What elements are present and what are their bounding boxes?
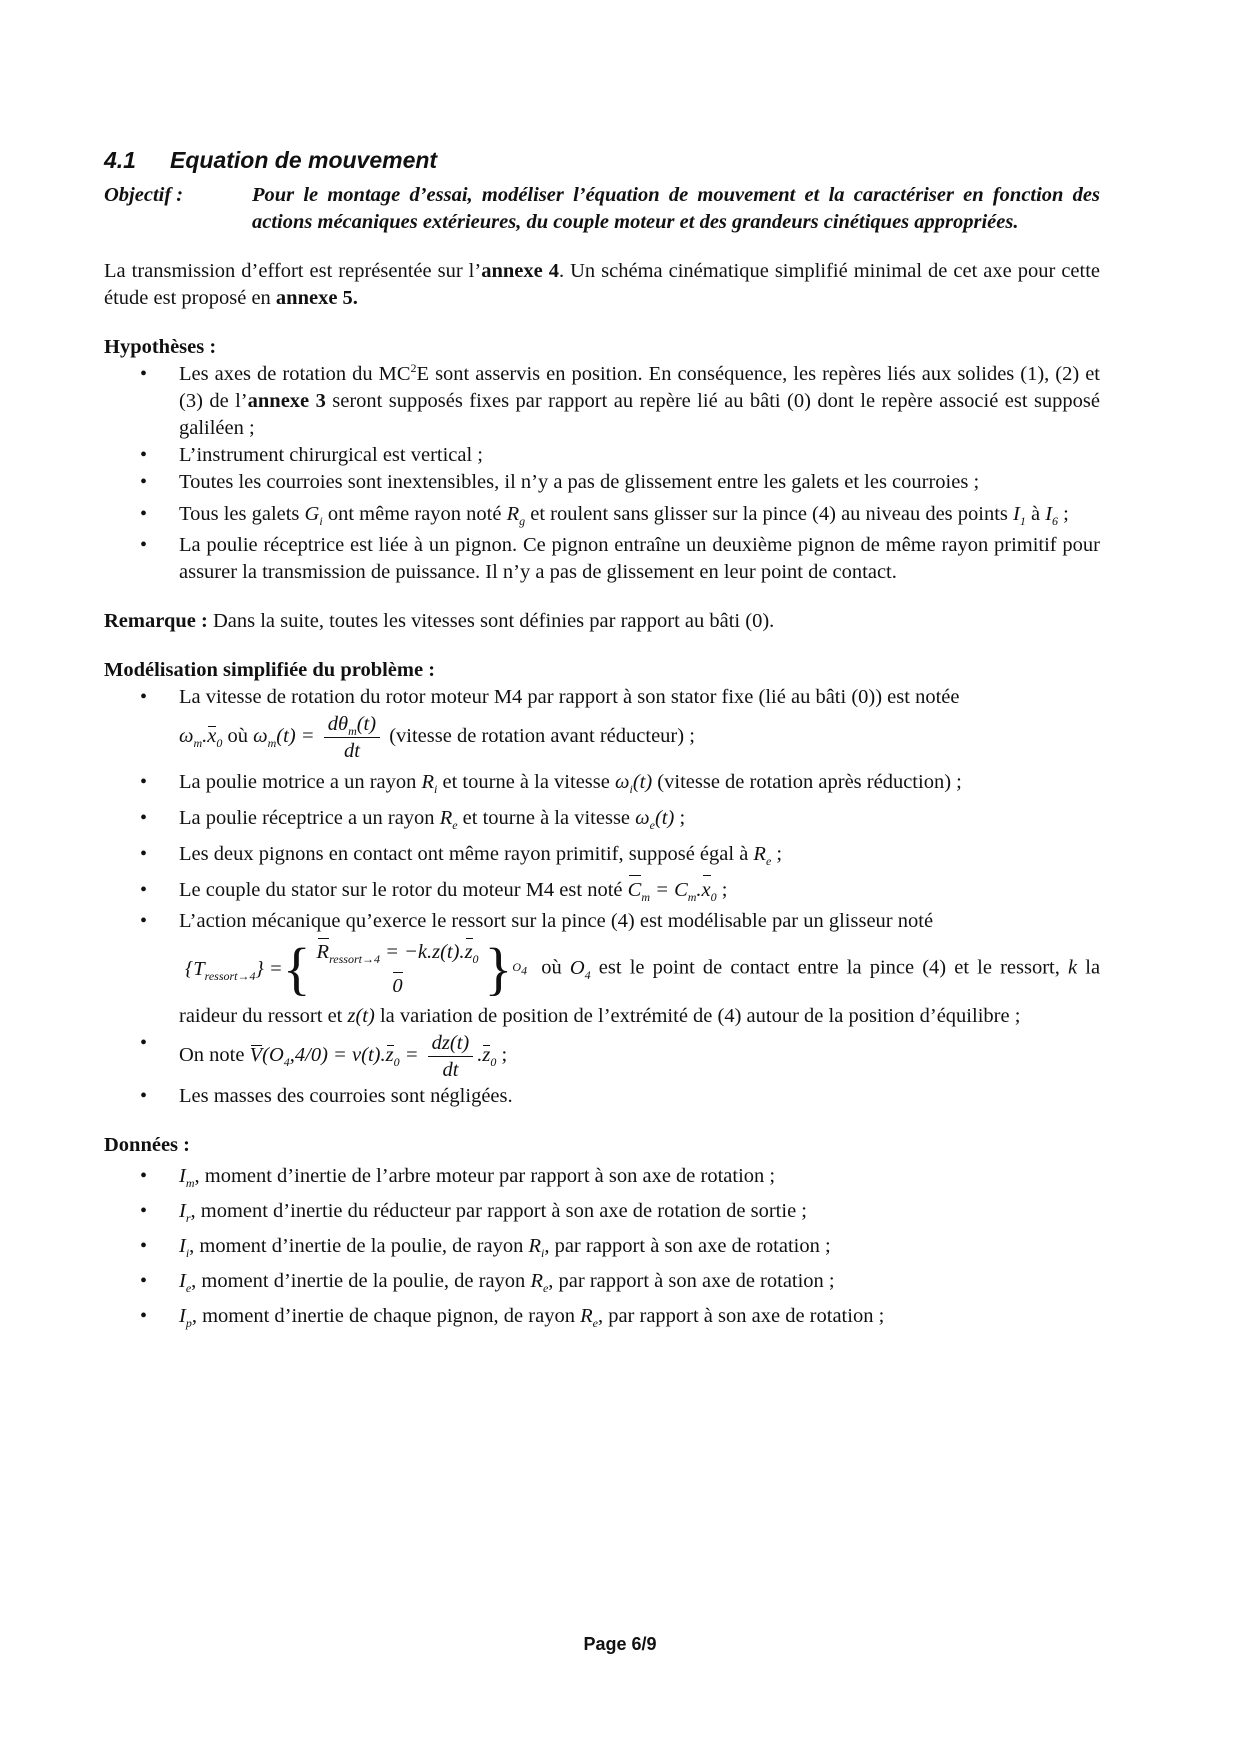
model-3-text-b: et tourne à la vitesse — [462, 807, 631, 829]
list-item — [104, 1229, 1100, 1264]
section-title — [104, 146, 1100, 174]
list-item — [104, 764, 1100, 800]
data-5-text-b: , par rapport à son axe de rotation ; — [597, 1305, 885, 1327]
data-list — [104, 1159, 1100, 1334]
list-item — [104, 1194, 1100, 1229]
model-2-text-c: (vitesse de rotation après réduction) ; — [657, 771, 962, 793]
list-item — [104, 1159, 1100, 1194]
list-item: • Les masses des courroies sont négligées. — [104, 1083, 1100, 1110]
math-re-2: $R_e$ — [753, 843, 772, 869]
math-k: k — [1068, 956, 1078, 979]
data-4-text-a: , moment d’inertie de la poulie, de rayon — [191, 1270, 526, 1292]
math-re-3: $R_e$ — [530, 1270, 549, 1296]
section-number: 4.1 — [104, 147, 136, 173]
model-6-text-c: est le point de contact entre la pince (4) et le ressort, — [598, 956, 1060, 979]
math-gi: $G_i$ — [304, 503, 323, 529]
model-4-text: Les deux pignons en contact ont même rayon primitif, supposé égal à — [179, 843, 749, 865]
list-item — [104, 684, 1100, 764]
model-3-text-c: ; — [679, 807, 686, 829]
torsor-ressort: $\{T_{ressort\to 4}\}$ = { $R_{ressort\to 4} = -k.z(t).z_0$ 0 } $O_4$ — [185, 936, 528, 1001]
model-1-text-c: (vitesse de rotation avant réducteur) ; — [389, 725, 695, 748]
model-6-text-b: où — [541, 956, 562, 979]
intro-paragraph — [104, 258, 1100, 312]
document-page — [104, 146, 1100, 1334]
data-5-text-a: , moment d’inertie de chaque pignon, de rayon — [191, 1305, 575, 1327]
math-i1: $I_1$ — [1013, 503, 1026, 529]
intro-annexe-4: annexe 4 — [481, 260, 559, 282]
hyp-1-annexe-3: annexe 3 — [247, 390, 326, 412]
hyp-1-sup: 2 — [410, 361, 417, 376]
model-5-text: Le couple du stator sur le rotor du moteur M4 est noté — [179, 879, 623, 901]
remark-label: Remarque : — [104, 610, 208, 632]
math-re: $R_e$ — [439, 807, 458, 833]
remark-text: Dans la suite, toutes les vitesses sont définies par rapport au bâti (0). — [207, 610, 775, 632]
math-zt: z(t) — [347, 1005, 375, 1027]
math-omega-i: $\omega_i(t)$ — [614, 771, 653, 797]
math-im: $I_m$ — [179, 1165, 195, 1191]
objective-block — [104, 182, 1100, 236]
hyp-1-text-a: Les axes de rotation du MC — [179, 363, 411, 385]
math-omega-m-def: $\omega_m(t)$ = — [253, 725, 320, 751]
math-cm: $C_m = C_m.x_0$ — [628, 879, 717, 901]
objective-label: Objectif : — [104, 184, 184, 206]
math-rg: $R_g$ — [506, 503, 526, 529]
model-6-text-a: L’action mécanique qu’exerce le ressort sur la pince (4) est modélisable par un glisseur noté — [179, 910, 934, 932]
list-item — [104, 1299, 1100, 1334]
hypotheses-heading: Hypothèses : — [104, 336, 217, 358]
remark-paragraph — [104, 608, 1100, 635]
math-ri: $R_i$ — [421, 771, 438, 797]
math-velocity: $V(O_4,4/0) = v(t).z_0$ = — [249, 1044, 424, 1070]
data-4-text-b: , par rapport à son axe de rotation ; — [548, 1270, 835, 1292]
hyp-1-text-c: seront supposés fixes par rapport au repère lié au bâti (0) dont le repère associé est supposé galiléen ; — [179, 390, 1100, 439]
fraction-dz: $\frac{dz(t)}{dt}$ — [428, 1030, 474, 1083]
intro-annexe-5: annexe 5. — [275, 287, 358, 309]
model-heading: Modélisation simplifiée du problème : — [104, 659, 436, 681]
data-3-text-b: , par rapport à son axe de rotation ; — [544, 1235, 831, 1257]
math-re-4: $R_e$ — [580, 1305, 598, 1331]
model-1-text: La vitesse de rotation du rotor moteur M4 par rapport à son stator fixe (lié au bâti (0)) est notée — [179, 686, 960, 708]
objective-text: Pour le montage d’essai, modéliser l’équation de mouvement et la caractériser en fonction des actions mécaniques extérieures, du couple moteur et des grandeurs cinétiques appropriées. — [252, 184, 1100, 233]
model-6-text-d: la raideur du ressort et — [179, 956, 1101, 1027]
math-i6: $I_6$ — [1045, 503, 1059, 529]
math-ip: $I_p$ — [179, 1305, 192, 1331]
fraction-dtheta: $\frac{d\theta_m(t)}{dt}$ — [324, 711, 380, 764]
hyp-4-text-a: Tous les galets — [179, 503, 300, 525]
list-item: • Le couple du stator sur le rotor du moteur M4 est noté $C_m = C_m.x_0$ ; — [104, 872, 1100, 908]
data-2-text: , moment d’inertie du réducteur par rapport à son axe de rotation de sortie ; — [190, 1200, 807, 1222]
data-1-text: , moment d’inertie de l’arbre moteur par rapport à son axe de rotation ; — [194, 1165, 776, 1187]
intro-text-2: . Un schéma cinématique simplifié minimal de cet axe pour cette étude est proposé en — [104, 260, 1101, 309]
math-ri-2: $R_i$ — [528, 1235, 545, 1261]
model-1-ou: où — [227, 725, 249, 748]
hyp-1-text-b: E sont asservis en position. En conséquence, les repères liés aux solides (1), (2) et (3) de l’ — [179, 363, 1100, 412]
data-heading: Données : — [104, 1134, 190, 1156]
list-item: • La poulie réceptrice est liée à un pignon. Ce pignon entraîne un deuxième pignon de même rayon primitif pour assurer la transmission de puissance. Il n’y a pas de glissement en leur point de contact. — [104, 532, 1100, 586]
math-ii: $I_i$ — [179, 1235, 190, 1261]
math-omega-m-x0: $\omega_m.x_0$ — [179, 725, 223, 751]
model-2-text-a: La poulie motrice a un rayon — [179, 771, 417, 793]
page-number: Page 6/9 — [583, 1634, 657, 1654]
list-item: • Les deux pignons en contact ont même rayon primitif, supposé égal à $R_e$ ; — [104, 836, 1100, 872]
math-o4: $O_4$ — [569, 956, 591, 982]
list-item: • Tous les galets $G_i$ ont même rayon noté $R_g$ et roulent sans glisser sur la pince (4) au niveau des points $I_1$ à $I_6$ ; — [104, 496, 1100, 532]
hyp-4-text-d: à — [1030, 503, 1041, 525]
section-title-text: Equation de mouvement — [170, 147, 438, 173]
hyp-4-text-c: et roulent sans glisser sur la pince (4) au niveau des points — [530, 503, 1008, 525]
math-omega-e: $\omega_e(t)$ — [635, 807, 675, 833]
list-item — [104, 800, 1100, 836]
math-ir: $I_r$ — [179, 1200, 191, 1226]
model-3-text-a: La poulie réceptrice a un rayon — [179, 807, 435, 829]
model-7-text: On note — [179, 1044, 245, 1067]
model-6-text-e: la variation de position de l’extrémité de (4) autour de la position d’équilibre ; — [379, 1005, 1021, 1027]
list-item — [104, 908, 1100, 1030]
data-3-text-a: , moment d’inertie de la poulie, de rayon — [189, 1235, 524, 1257]
list-item — [104, 1264, 1100, 1299]
list-item — [104, 361, 1100, 442]
model-list — [104, 684, 1100, 1110]
list-item: • Toutes les courroies sont inextensibles, il n’y a pas de glissement entre les galets et les courroies ; — [104, 469, 1100, 496]
list-item: • On note $V(O_4,4/0) = v(t).z_0$ = $\frac{dz(t)}{dt}$ $.z_0$ ; — [104, 1030, 1100, 1083]
math-ie: $I_e$ — [179, 1270, 192, 1296]
hypotheses-list — [104, 361, 1100, 586]
hyp-4-text-b: ont même rayon noté — [327, 503, 502, 525]
intro-text-1: La transmission d’effort est représentée sur l’ — [104, 260, 482, 282]
list-item: • L’instrument chirurgical est vertical ; — [104, 442, 1100, 469]
model-2-text-b: et tourne à la vitesse — [442, 771, 610, 793]
